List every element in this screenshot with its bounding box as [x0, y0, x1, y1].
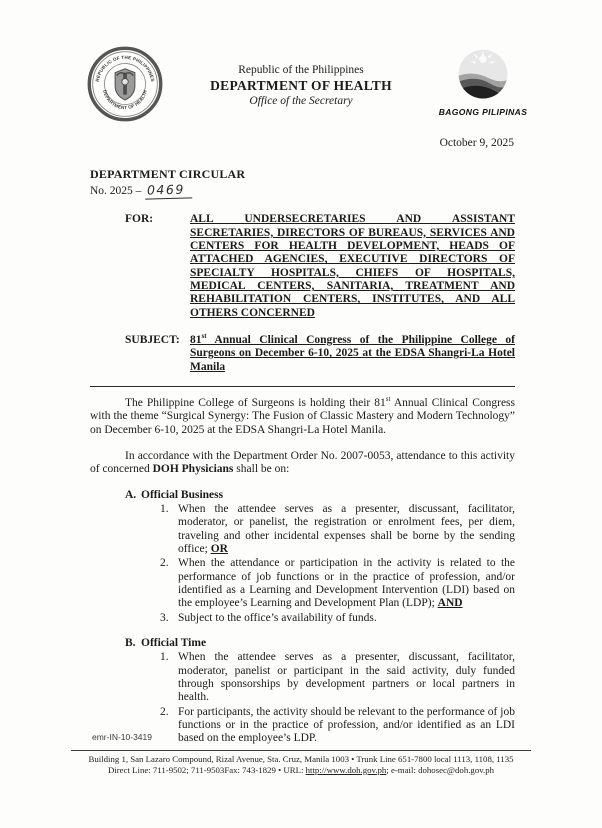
subject-label: SUBJECT: — [125, 334, 180, 347]
document-content — [90, 168, 515, 746]
item-body: Subject to the office’s availability of funds. — [178, 611, 377, 624]
subject-text — [190, 334, 515, 374]
list-item — [160, 503, 515, 556]
footer-email-link[interactable]: dohosec@doh.gov.ph — [418, 764, 495, 775]
for-label: FOR: — [125, 213, 154, 226]
paragraph-1 — [90, 397, 515, 437]
header-divider — [90, 386, 515, 387]
item-text — [178, 612, 515, 625]
bagong-pilipinas-caption: BAGONG PILIPINAS — [438, 107, 528, 118]
section-official-business — [90, 489, 515, 625]
item-text — [178, 651, 515, 704]
list-item — [160, 651, 515, 704]
section-b-letter: B. — [125, 636, 136, 649]
subject-num: 81 — [190, 334, 202, 347]
section-b-heading — [125, 637, 515, 650]
section-b-title: Official Time — [141, 636, 207, 649]
circular-number-prefix: No. 2025 – — [90, 184, 142, 197]
footer-divider — [71, 750, 531, 751]
item-emphasis: OR — [210, 542, 228, 555]
section-a-letter: A. — [125, 488, 137, 501]
subject-ordinal: st — [201, 332, 207, 341]
seal-top-text: REPUBLIC OF THE PHILIPPINES — [94, 54, 156, 83]
section-b-items — [125, 651, 515, 745]
circular-number-handwritten: 0469 — [145, 182, 192, 199]
item-text — [178, 503, 515, 556]
subject-block — [90, 334, 515, 374]
letterhead-republic: Republic of the Philippines — [238, 64, 364, 76]
item-number: 1. — [160, 502, 169, 515]
paragraph-1-text: The Philippine College of Surgeons is holding their 81 — [125, 397, 386, 410]
item-body: For participants, the activity should be relevant to the performance of job functions or in the practice of profession, and/or identified as an LDI based on the employee’s LDP. — [178, 705, 515, 745]
section-a-title: Official Business — [141, 488, 224, 501]
bagong-pilipinas-block — [438, 44, 528, 118]
circular-number — [90, 183, 515, 199]
document-tracking-code: emr-IN-10-3419 — [92, 732, 152, 742]
document-date: October 9, 2025 — [439, 137, 514, 149]
section-a-items — [125, 503, 515, 625]
for-text: ALL UNDERSECRETARIES AND ASSISTANT SECRETARIES, DIRECTORS OF BUREAUS, SERVICES AND CENTERS FOR HEALTH DEVELOPMENT, HEADS OF ATTACHED AGENCIES, EXECUTIVE DIRECTORS OF SPECIALTY HOSPITALS, CHIEFS OF HOSPITALS, MEDICAL CENTERS, SANITARIA, TREATMENT AND REHABILITATION CENTERS, INSTITUTES, AND ALL OTHERS CONCERNED — [190, 213, 515, 319]
footer-contact-line — [0, 765, 602, 776]
item-number: 2. — [160, 705, 169, 718]
paragraph-1-ordinal: st — [385, 395, 391, 404]
item-emphasis: AND — [437, 597, 463, 610]
bagong-pilipinas-logo-icon — [446, 44, 520, 102]
letterhead-department: DEPARTMENT OF HEALTH — [210, 78, 392, 94]
item-number: 2. — [160, 557, 169, 570]
for-block — [90, 213, 515, 320]
section-official-time — [90, 637, 515, 746]
paragraph-2-text: In accordance with the Department Order No. 2007-0053, attendance to this activity of concerned — [90, 450, 515, 476]
letterhead-office: Office of the Secretary — [249, 94, 353, 107]
paragraph-2-rest: shall be on: — [233, 463, 290, 476]
item-body: When the attendance or participation in the activity is related to the performance of job functions or in the practice of profession, and/or identified as a Learning and Development Intervention (LDI) based on the employee’s Learning and Development Plan (LDP); — [178, 557, 515, 610]
circular-title: DEPARTMENT CIRCULAR — [90, 167, 246, 181]
subject-rest: Annual Clinical Congress of the Philippine College of Surgeons on December 6-10, 2025 at the EDSA Shangri-La Hotel Manila — [190, 334, 515, 373]
item-body: When the attendee serves as a presenter, discussant, facilitator, moderator, panelist or participant in the said activity, duly funded through sponsorships by development partners or local partners in health. — [178, 651, 515, 704]
list-item — [160, 612, 515, 625]
section-a-heading — [125, 489, 515, 502]
item-number: 3. — [160, 611, 169, 624]
footer-url-link[interactable]: http://www.doh.gov.ph — [305, 764, 387, 775]
footer-address-line: Building 1, San Lazaro Compound, Rizal Avenue, Sta. Cruz, Manila 1003 • Trunk Line 651-7800 local 1113, 1108, 1135 — [88, 753, 514, 764]
list-item — [160, 557, 515, 610]
footer-email-label: ; e-mail: — [386, 764, 419, 775]
document-footer — [0, 733, 602, 776]
item-text — [178, 557, 515, 610]
footer-contact-text: Direct Line: 711-9502; 711-9503Fax: 743-1829 • URL: — [107, 764, 306, 775]
paragraph-1-rest: Annual Clinical Congress with the theme “Surgical Synergy: The Fusion of Classic Mastery and Modern Technology” on December 6-10, 2025 at the EDSA Shangri-La Hotel Manila. — [90, 397, 515, 436]
item-body: When the attendee serves as a presenter, discussant, facilitator, moderator, or panelist, the registration or enrolment fees, per diem, traveling and other incidental expenses shall be borne by the sending office; — [178, 502, 515, 555]
paragraph-2 — [90, 450, 515, 477]
item-number: 1. — [160, 651, 169, 664]
seal-bottom-text: DEPARTMENT OF HEALTH — [102, 89, 148, 111]
paragraph-2-bold: DOH Physicians — [152, 463, 234, 476]
